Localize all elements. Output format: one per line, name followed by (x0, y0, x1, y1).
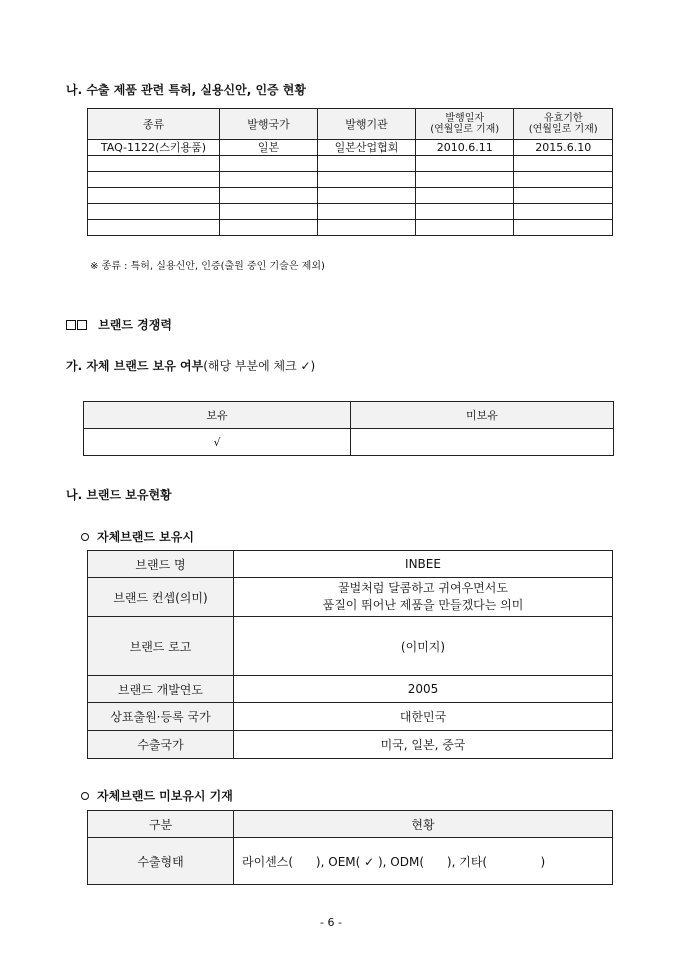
table-cell (317, 188, 415, 204)
table-cell (415, 188, 514, 204)
trademark-country-label: 상표출원·등록 국가 (88, 703, 234, 731)
bullet-circle-icon (81, 533, 89, 541)
brand-logo-value: (이미지) (234, 617, 613, 676)
table-row (88, 156, 613, 172)
table-row (88, 551, 613, 578)
patent-header-type: 종류 (88, 109, 220, 140)
ownership-own-check: √ (84, 429, 351, 456)
page-number: - 6 - (320, 916, 342, 929)
table-cell (219, 156, 317, 172)
table-cell: TAQ-1122(스키용품) (88, 140, 220, 156)
export-country-value: 미국, 일본, 중국 (234, 731, 613, 759)
table-row (88, 617, 613, 676)
table-cell (219, 172, 317, 188)
table-cell (88, 188, 220, 204)
patent-header-issue-date: 발행일자 (연월일로 기재) (415, 109, 514, 140)
table-cell (88, 204, 220, 220)
table-cell: 일본산업협회 (317, 140, 415, 156)
table-cell (219, 188, 317, 204)
table-cell (219, 204, 317, 220)
table-row (88, 731, 613, 759)
table-cell (317, 204, 415, 220)
brand-year-label: 브랜드 개발연도 (88, 676, 234, 703)
export-type-value: 라이센스( ), OEM( ✓ ), ODM( ), 기타( ) (234, 838, 613, 885)
table-row (88, 703, 613, 731)
table-cell (514, 204, 613, 220)
patent-table-header (88, 109, 613, 140)
bullet-circle-icon (81, 792, 89, 800)
brand-concept-value: 꿀벌처럼 달콤하고 귀여우면서도 품질이 뛰어난 제품을 만들겠다는 의미 (234, 578, 613, 617)
table-cell (317, 220, 415, 236)
table-cell (415, 172, 514, 188)
brand-section-heading: 브랜드 경쟁력 (66, 316, 172, 333)
table-cell (415, 156, 514, 172)
patent-section-heading: 나. 수출 제품 관련 특허, 실용신안, 인증 현황 (66, 83, 306, 97)
own-brand-heading: 자체브랜드 보유시 (81, 528, 194, 545)
table-row (84, 429, 614, 456)
brand-ownership-heading: 가. 자체 브랜드 보유 여부(해당 부분에 체크 ✓) (66, 359, 316, 373)
table-cell (317, 156, 415, 172)
table-cell (514, 156, 613, 172)
ownership-header-own: 보유 (84, 402, 351, 429)
table-cell (88, 156, 220, 172)
brand-concept-label: 브랜드 컨셉(의미) (88, 578, 234, 617)
export-type-label: 수출형태 (88, 838, 234, 885)
brand-ownership-table (83, 401, 614, 456)
table-row (88, 578, 613, 617)
checkbox-squares-icon (66, 318, 88, 332)
table-row (84, 402, 614, 429)
brand-name-value: INBEE (234, 551, 613, 578)
brand-year-value: 2005 (234, 676, 613, 703)
trademark-country-value: 대한민국 (234, 703, 613, 731)
table-cell (88, 172, 220, 188)
table-row (88, 838, 613, 885)
table-row (88, 811, 613, 838)
table-row (88, 676, 613, 703)
table-row (88, 204, 613, 220)
table-row (88, 220, 613, 236)
ownership-header-not-own: 미보유 (351, 402, 614, 429)
patent-header-country: 발행국가 (219, 109, 317, 140)
not-own-brand-heading: 자체브랜드 미보유시 기재 (81, 787, 233, 804)
table-row (88, 140, 613, 156)
table-cell: 2010.6.11 (415, 140, 514, 156)
table-row (88, 172, 613, 188)
table-cell (317, 172, 415, 188)
own-brand-table (87, 550, 613, 759)
table-cell (88, 220, 220, 236)
table-cell (514, 188, 613, 204)
table-cell (415, 204, 514, 220)
ownership-not-own-check (351, 429, 614, 456)
table-cell (514, 172, 613, 188)
brand-name-label: 브랜드 명 (88, 551, 234, 578)
table-cell (219, 220, 317, 236)
table-cell: 2015.6.10 (514, 140, 613, 156)
table-cell (514, 220, 613, 236)
brand-logo-label: 브랜드 로고 (88, 617, 234, 676)
patent-header-expiry: 유효기한 (연월일로 기재) (514, 109, 613, 140)
brand-status-heading: 나. 브랜드 보유현황 (66, 488, 172, 502)
table-cell: 일본 (219, 140, 317, 156)
not-own-header-status: 현황 (234, 811, 613, 838)
export-country-label: 수출국가 (88, 731, 234, 759)
patent-note: ※ 종류 : 특허, 실용신안, 인증(출원 중인 기술은 제외) (90, 261, 325, 272)
not-own-brand-table (87, 810, 613, 885)
not-own-header-category: 구분 (88, 811, 234, 838)
patent-header-agency: 발행기관 (317, 109, 415, 140)
table-row (88, 188, 613, 204)
table-cell (415, 220, 514, 236)
patent-table (87, 108, 613, 236)
